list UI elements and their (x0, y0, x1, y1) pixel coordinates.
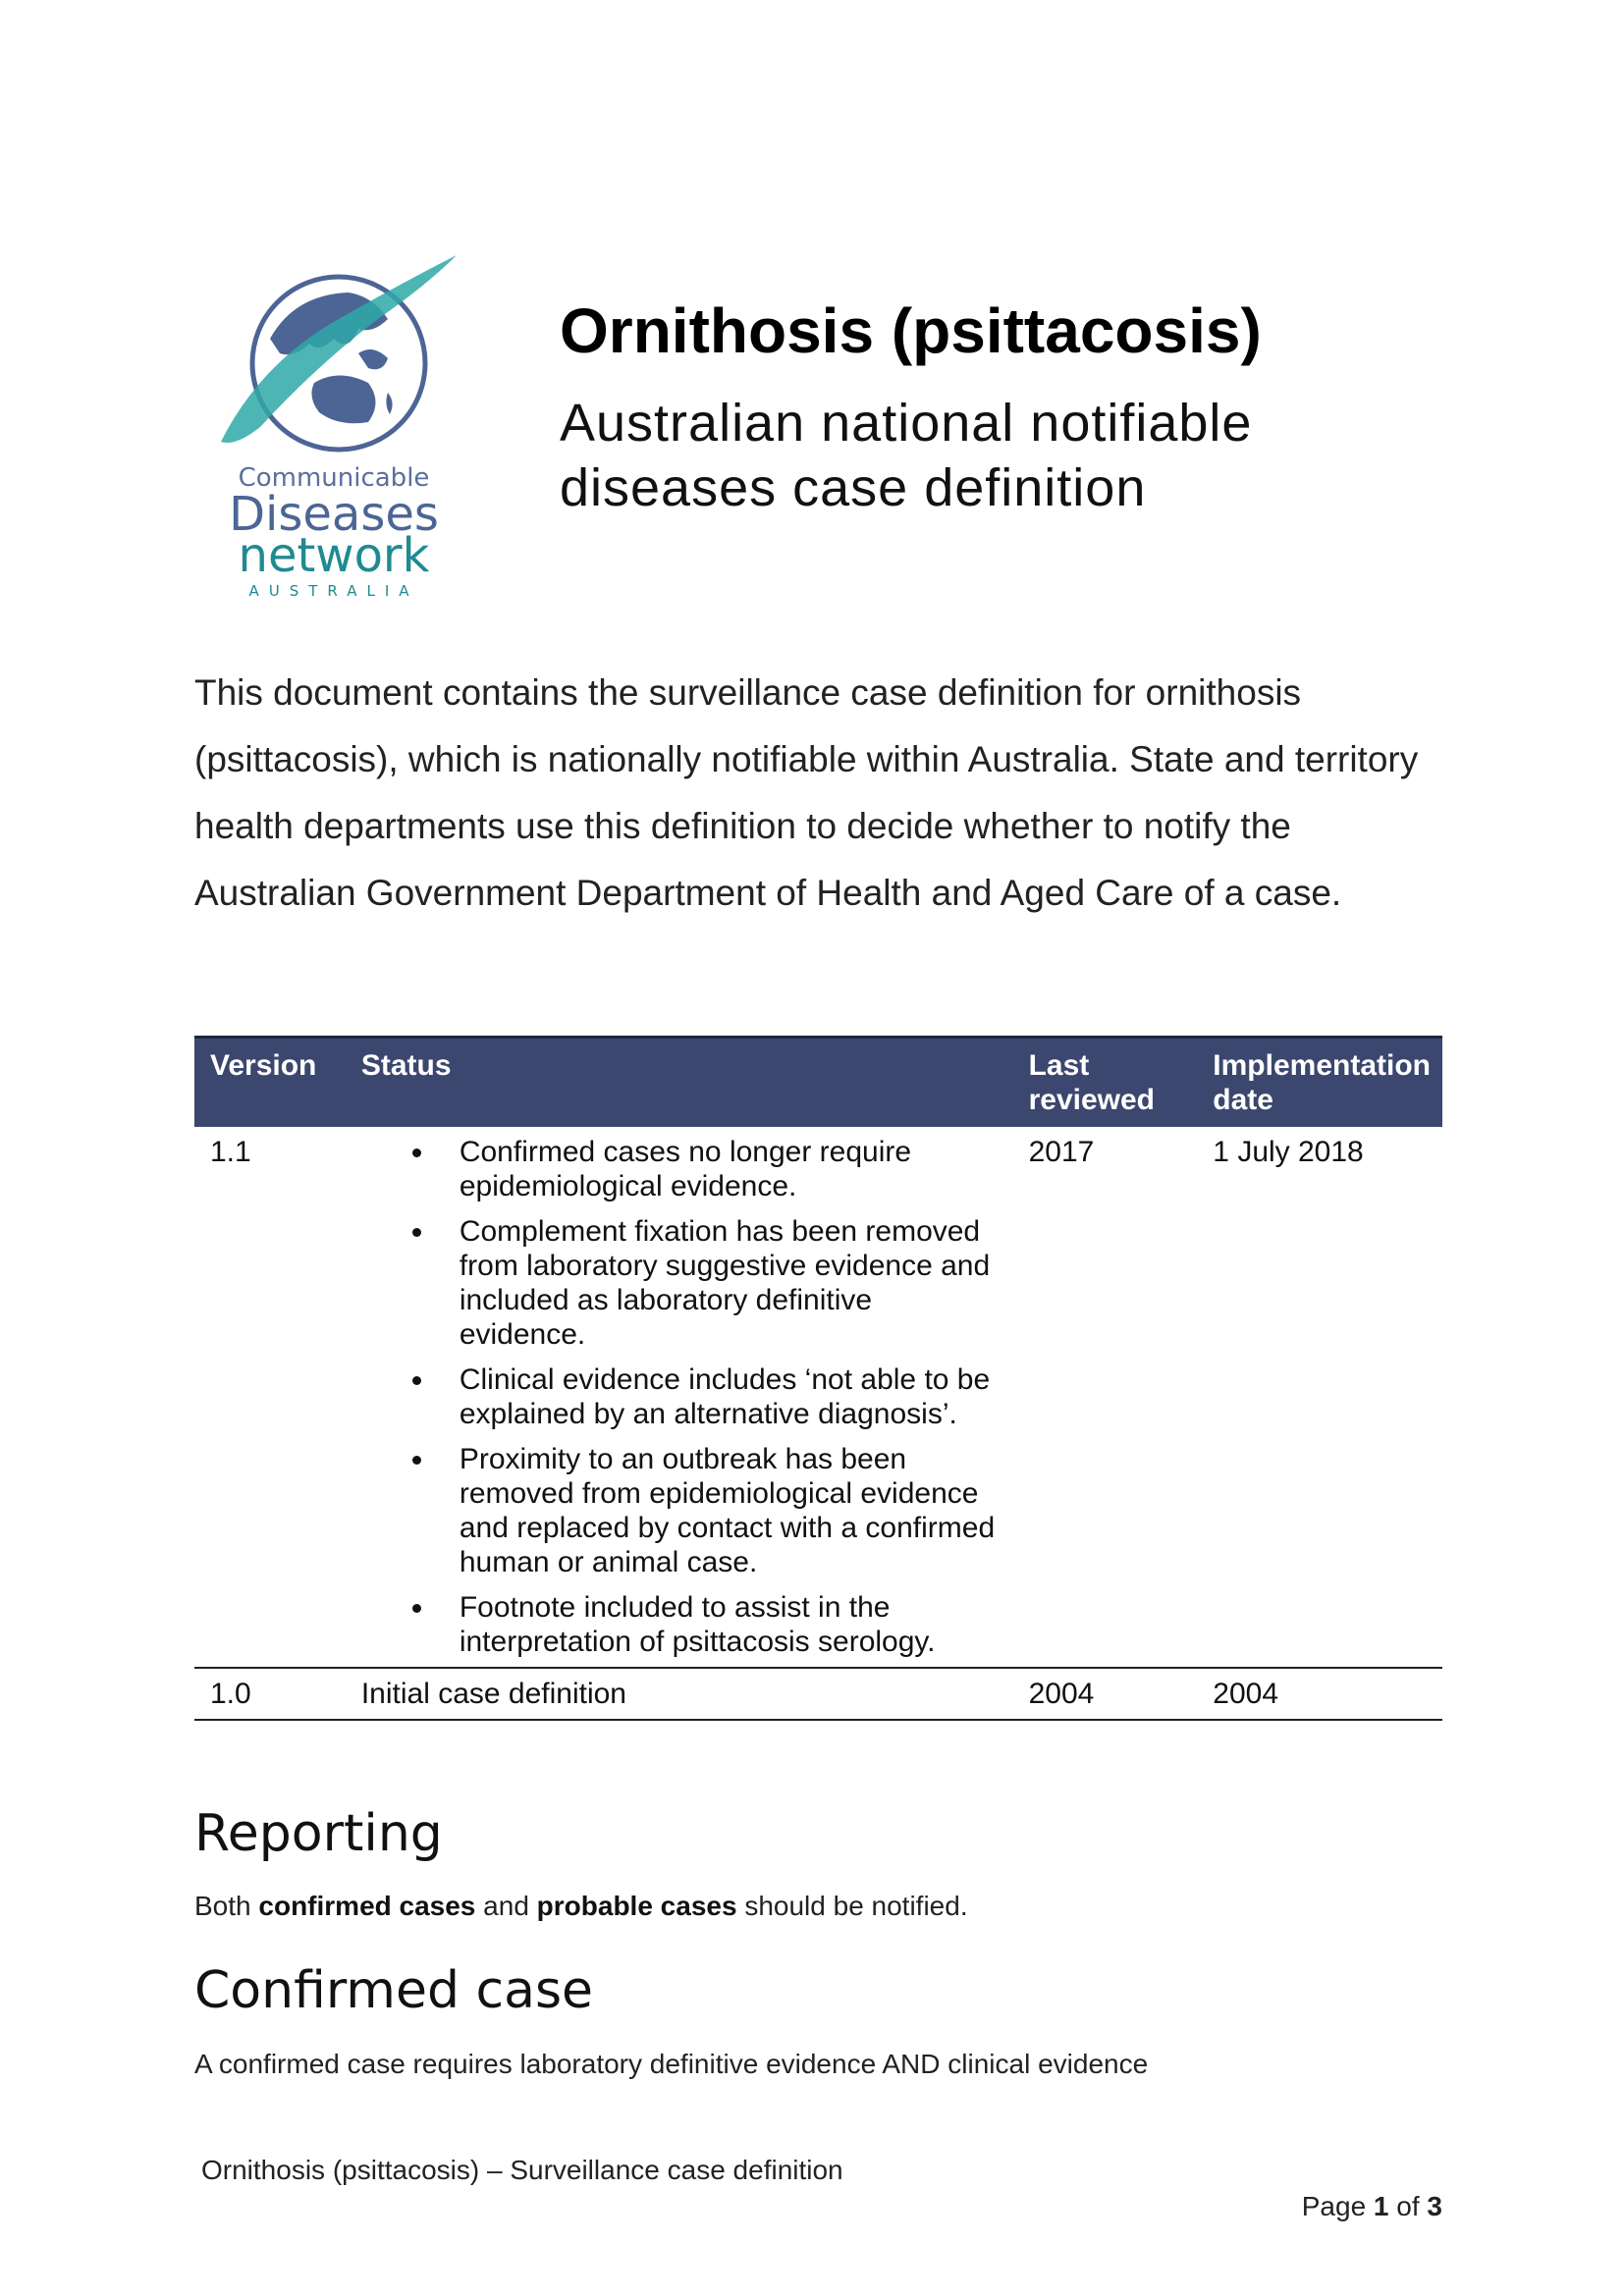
footer-document-title: Ornithosis (psittacosis) – Surveillance case definition (201, 2155, 843, 2185)
cell-status: Initial case definition (360, 1678, 626, 1710)
table-row (194, 1127, 1442, 1668)
cell-implementation-date: 2004 (1213, 1678, 1279, 1710)
bullet-icon (412, 1456, 421, 1465)
cell-version: 1.1 (210, 1136, 251, 1168)
cell-status (346, 1127, 1013, 1668)
cell-version: 1.0 (210, 1678, 251, 1710)
list-item (361, 1590, 1001, 1659)
header-implementation-date: Implementation date (1197, 1038, 1442, 1128)
subtitle-line-2: diseases case definition (560, 458, 1147, 517)
bullet-icon (412, 1376, 421, 1385)
reporting-heading: Reporting (194, 1804, 443, 1863)
reporting-text: Both (194, 1891, 259, 1921)
header-last-reviewed: Last reviewed (1013, 1038, 1198, 1128)
logo-text-australia: AUSTRALIA (248, 582, 419, 600)
logo-text-communicable: Communicable (238, 463, 430, 493)
reporting-bold-confirmed: confirmed cases (258, 1891, 476, 1921)
list-item-text: Confirmed cases no longer require epidemiological evidence. (459, 1136, 912, 1202)
document-title: Ornithosis (psittacosis) (560, 295, 1262, 366)
reporting-text: should be notified. (736, 1891, 968, 1921)
cdna-logo (201, 245, 466, 609)
cell-last-reviewed: 2017 (1028, 1136, 1095, 1168)
page-total: 3 (1427, 2191, 1442, 2221)
subtitle-line-1: Australian national notifiable (560, 394, 1253, 453)
list-item-text: Complement fixation has been removed from laboratory suggestive evidence and included as laboratory definitive evidence. (459, 1215, 991, 1351)
reporting-bold-probable: probable cases (536, 1891, 737, 1921)
list-item-text: Proximity to an outbreak has been removed from epidemiological evidence and replaced by contact with a confirmed human or animal case. (459, 1443, 996, 1578)
cell-last-reviewed: 2004 (1028, 1678, 1095, 1710)
status-change-list (361, 1135, 1001, 1659)
bullet-icon (412, 1228, 421, 1237)
list-item-text: Footnote included to assist in the interpretation of psittacosis serology. (459, 1591, 936, 1658)
logo-text-diseases: Diseases (229, 487, 439, 542)
header-version: Version (194, 1038, 346, 1128)
footer-page-number (1302, 2191, 1442, 2222)
reporting-paragraph (194, 1891, 968, 1922)
table-header-row (194, 1038, 1442, 1128)
bullet-icon (412, 1148, 421, 1157)
bullet-icon (412, 1604, 421, 1613)
intro-paragraph: This document contains the surveillance case definition for ornithosis (psittacosis), which is nationally notifiable within Australia. State and territory health departments use this definition to decide whether to notify the Australian Government Department of Health and Aged Care of a case. (194, 672, 1419, 913)
reporting-text: and (475, 1891, 537, 1921)
confirmed-case-paragraph: A confirmed case requires laboratory definitive evidence AND clinical evidence (194, 2049, 1149, 2079)
page-label: Page (1301, 2191, 1374, 2221)
table-row (194, 1668, 1442, 1720)
page-of-label: of (1388, 2191, 1428, 2221)
document-subtitle (560, 391, 1252, 520)
globe-logo-icon (201, 245, 466, 471)
list-item (361, 1135, 1001, 1203)
logo-text-network: network (238, 528, 430, 583)
header-status: Status (346, 1038, 1013, 1128)
confirmed-case-heading: Confirmed case (194, 1961, 594, 2020)
list-item-text: Clinical evidence includes ‘not able to be explained by an alternative diagnosis’. (459, 1363, 991, 1430)
list-item (361, 1214, 1001, 1352)
list-item (361, 1442, 1001, 1579)
list-item (361, 1362, 1001, 1431)
version-history-table (194, 1036, 1442, 1721)
cell-implementation-date: 1 July 2018 (1213, 1136, 1364, 1168)
page-current: 1 (1373, 2191, 1389, 2221)
